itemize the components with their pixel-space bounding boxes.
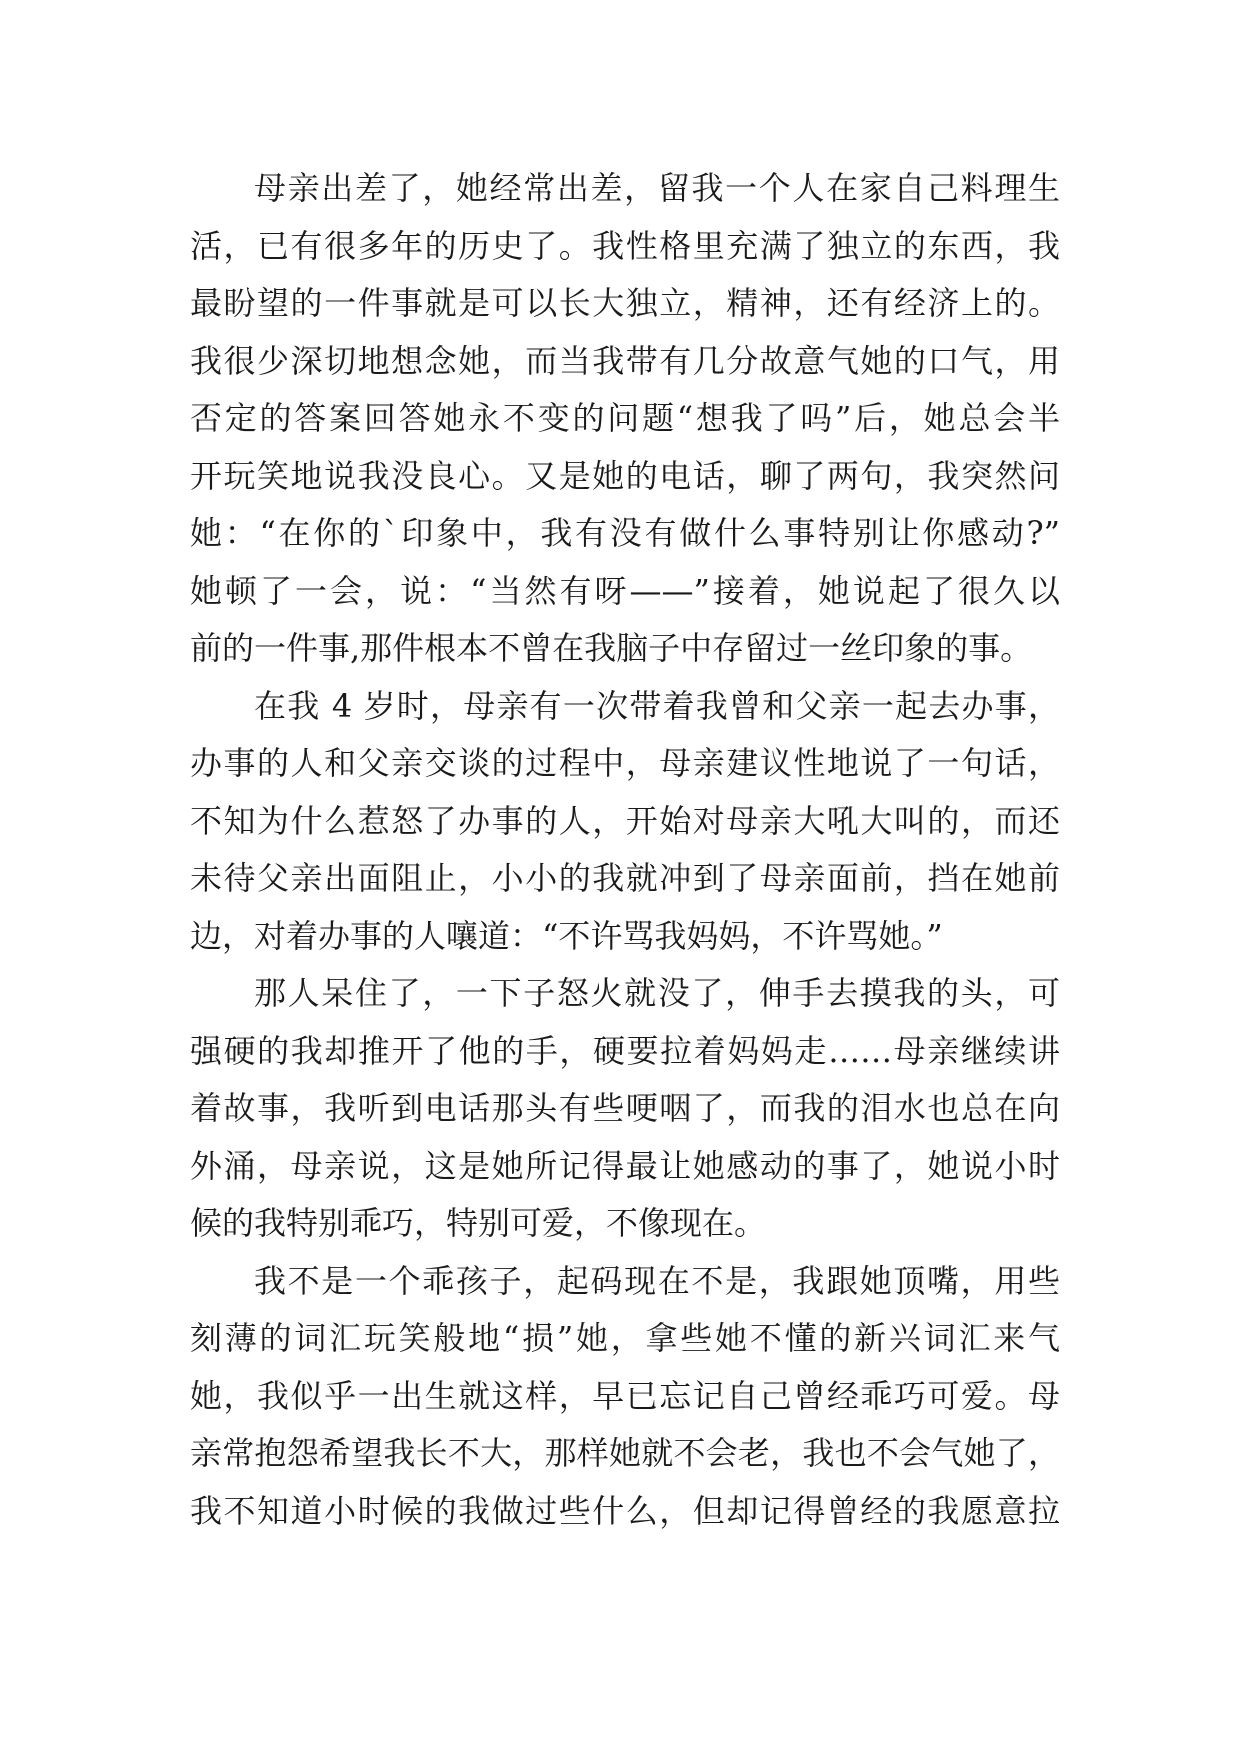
text-line: 她，我似乎一出生就这样，早已忘记自己曾经乖巧可爱。母 (190, 1376, 1060, 1415)
text-line: 边，对着办事的人嚷道：“不许骂我妈妈，不许骂她。” (190, 916, 943, 955)
text-line: 亲常抱怨希望我长不大，那样她就不会老，我也不会气她了， (190, 1434, 1060, 1472)
text-line: 我不知道小时候的我做过些什么，但却记得曾经的我愿意拉 (190, 1491, 1060, 1530)
text-line: 刻薄的词汇玩笑般地“损”她，拿些她不懂的新兴词汇来气 (190, 1319, 1060, 1357)
text-line: 着故事，我听到电话那头有些哽咽了，而我的泪水也总在向 (190, 1089, 1060, 1127)
text-line: 强硬的我却推开了他的手，硬要拉着妈妈走……母亲继续讲 (190, 1031, 1060, 1070)
text-line: 开玩笑地说我没良心。又是她的电话，聊了两句，我突然问 (190, 456, 1060, 495)
text-line: 她：“在你的`印象中，我有没有做什么事特别让你感动?” (190, 514, 1060, 552)
text-line: 前的一件事,那件根本不曾在我脑子中存留过一丝印象的事。 (190, 629, 1033, 667)
text-line: 活，已有很多年的历史了。我性格里充满了独立的东西，我 (190, 226, 1060, 265)
document-body (190, 160, 1060, 1540)
text-line: 外涌，母亲说，这是她所记得最让她感动的事了，她说小时 (190, 1146, 1060, 1185)
text-line: 未待父亲出面阻止，小小的我就冲到了母亲面前，挡在她前 (190, 859, 1060, 897)
text-line: 我很少深切地想念她，而当我带有几分故意气她的口气，用 (190, 341, 1060, 380)
text-line: 候的我特别乖巧，特别可爱，不像现在。 (190, 1204, 767, 1242)
text-line: 在我 4 岁时，母亲有一次带着我曾和父亲一起去办事， (254, 686, 1060, 725)
text-line: 否定的答案回答她永不变的问题“想我了吗”后，她总会半 (190, 399, 1060, 437)
text-line: 不知为什么惹怒了办事的人，开始对母亲大吼大叫的，而还 (190, 801, 1060, 840)
text-line: 她顿了一会，说：“当然有呀——”接着，她说起了很久以 (190, 571, 1060, 610)
text-line: 我不是一个乖孩子，起码现在不是，我跟她顶嘴，用些 (254, 1261, 1060, 1300)
text-line: 母亲出差了，她经常出差，留我一个人在家自己料理生 (254, 169, 1060, 207)
text-line: 最盼望的一件事就是可以长大独立，精神，还有经济上的。 (190, 284, 1060, 322)
text-line: 办事的人和父亲交谈的过程中，母亲建议性地说了一句话， (190, 744, 1060, 782)
text-line: 那人呆住了，一下子怒火就没了，伸手去摸我的头，可 (254, 974, 1060, 1012)
